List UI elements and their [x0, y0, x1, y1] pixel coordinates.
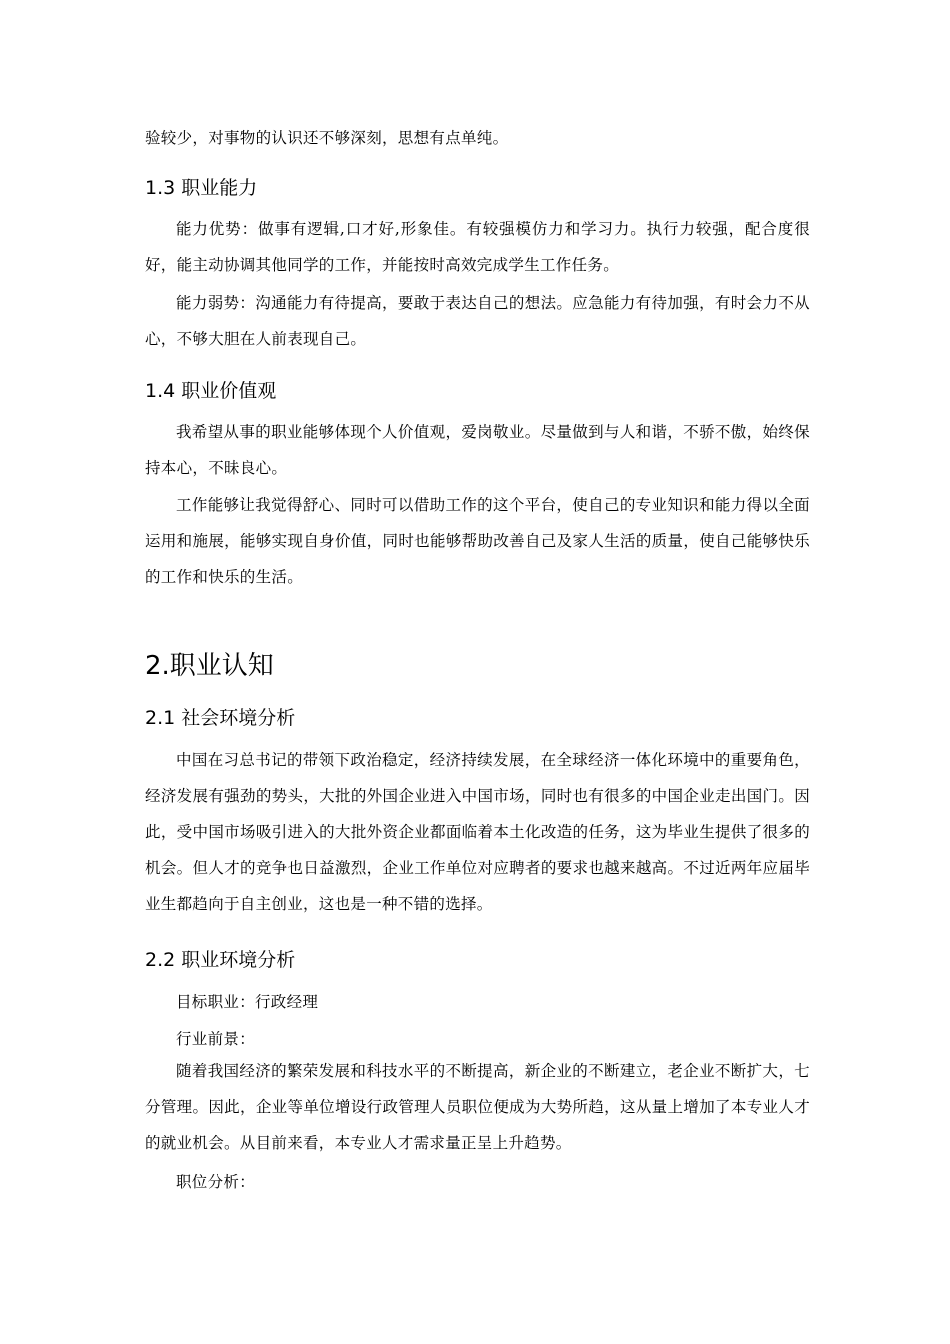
paragraph-industry-prospect: 随着我国经济的繁荣发展和科技水平的不断提高，新企业的不断建立，老企业不断扩大，七分管理。因此，企业等单位增设行政管理人员职位便成为大势所趋，这从量上增加了本专业人才的就业机会。从目前来看，本专业人才需求量正呈上升趋势。 [145, 1062, 810, 1152]
paragraph-position-analysis-label: 职位分析： [176, 1173, 256, 1191]
paragraph-social-environment: 中国在习总书记的带领下政治稳定，经济持续发展，在全球经济一体化环境中的重要角色，经济发展有强劲的势头，大批的外国企业进入中国市场，同时也有很多的中国企业走出国门。因此，受中国市场吸引进入的大批外资企业都面临着本土化改造的任务，这为毕业生提供了很多的机会。但人才的竞争也日益激烈，企业工作单位对应聘者的要求也越来越高。不过近两年应届毕业生都趋向于自主创业，这也是一种不错的选择。 [145, 751, 810, 913]
paragraph-values-2: 工作能够让我觉得舒心、同时可以借助工作的这个平台，使自己的专业知识和能力得以全面运用和施展，能够实现自身价值，同时也能够帮助改善自己及家人生活的质量，使自己能够快乐的工作和快乐的生活。 [145, 496, 810, 586]
heading-1-3: 1.3 职业能力 [145, 177, 258, 199]
heading-2-1: 2.1 社会环境分析 [145, 707, 296, 729]
heading-1-4: 1.4 职业价值观 [145, 380, 277, 402]
paragraph-industry-prospect-label: 行业前景： [176, 1030, 256, 1048]
heading-2-2: 2.2 职业环境分析 [145, 949, 296, 971]
heading-2: 2.职业认知 [145, 651, 274, 681]
paragraph-target-career: 目标职业：行政经理 [176, 993, 319, 1011]
paragraph-ability-weaknesses: 能力弱势：沟通能力有待提高，要敢于表达自己的想法。应急能力有待加强，有时会力不从心，不够大胆在人前表现自己。 [145, 294, 810, 348]
paragraph-values-1: 我希望从事的职业能够体现个人价值观，爱岗敬业。尽量做到与人和谐，不骄不傲，始终保持本心，不昧良心。 [145, 423, 810, 477]
paragraph-ability-strengths: 能力优势：做事有逻辑,口才好,形象佳。有较强模仿力和学习力。执行力较强，配合度很好，能主动协调其他同学的工作，并能按时高效完成学生工作任务。 [145, 220, 810, 274]
paragraph-continuation: 验较少，对事物的认识还不够深刻，思想有点单纯。 [145, 129, 509, 147]
